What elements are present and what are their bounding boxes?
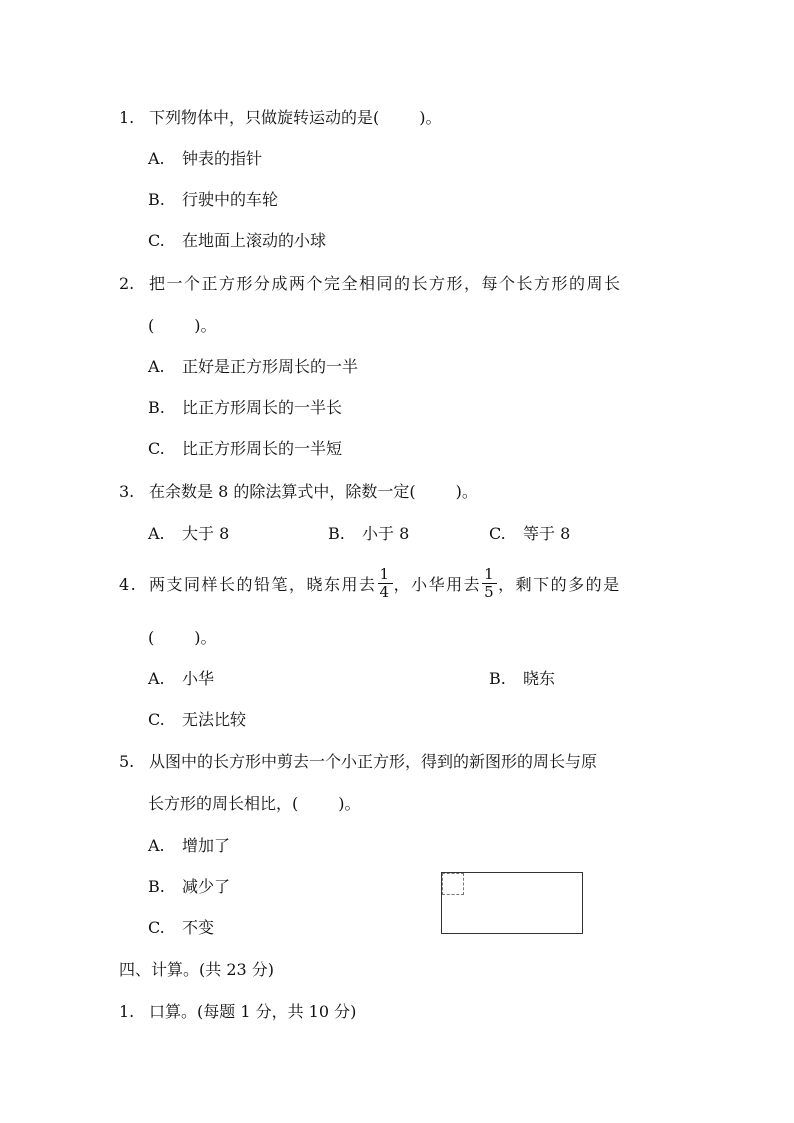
q2-answer-line: ( )。 bbox=[148, 316, 217, 335]
question-text: 口算。(每题 1 分，共 10 分) bbox=[149, 1002, 357, 1021]
fraction-one-quarter: $\frac{1}{4}$ bbox=[379, 565, 391, 601]
q4-option-c: C. 无法比较 bbox=[148, 710, 247, 729]
question-number: 5. bbox=[119, 752, 135, 771]
question-text: 下列物体中，只做旋转运动的是( bbox=[149, 108, 380, 127]
question-text: 在余数是 8 的除法算式中，除数一定( bbox=[149, 482, 416, 501]
q3-option-c: C. 等于 8 bbox=[489, 524, 571, 543]
question-number: 1. bbox=[119, 108, 135, 127]
q5-line-2: 长方形的周长相比，( )。 bbox=[148, 794, 361, 813]
q4-option-a: A. 小华 bbox=[148, 669, 215, 688]
rectangle-figure bbox=[441, 872, 583, 934]
q3-option-a: A. 大于 8 bbox=[148, 524, 230, 543]
q5-option-b: B. 减少了 bbox=[148, 877, 231, 896]
question-3 bbox=[119, 482, 478, 502]
q1-option-c: C. 在地面上滚动的小球 bbox=[148, 231, 327, 250]
question-close: )。 bbox=[455, 482, 478, 501]
question-number: 2. bbox=[119, 274, 135, 293]
question-4: 4. 两支同样长的铅笔，晓东用去 $\frac{1}{4}$ ，小华用去 $\frac{1}{5}$ ，剩下的多的是 bbox=[119, 565, 621, 601]
question-text: 两支同样长的铅笔，晓东用去 bbox=[149, 575, 377, 594]
question-1 bbox=[119, 108, 442, 128]
cut-square bbox=[442, 873, 464, 895]
question-number: 4. bbox=[119, 575, 138, 594]
q2-option-b: B. 比正方形周长的一半长 bbox=[148, 398, 343, 417]
fraction-one-fifth: $\frac{1}{5}$ bbox=[484, 565, 496, 601]
section-4-item-1 bbox=[119, 1002, 356, 1022]
question-5 bbox=[119, 752, 597, 772]
question-number: 3. bbox=[119, 482, 135, 501]
q3-option-b: B. 小于 8 bbox=[328, 524, 410, 543]
question-text: 把一个正方形分成两个完全相同的长方形，每个长方形的周长 bbox=[149, 274, 622, 293]
q4-answer-line: ( )。 bbox=[148, 628, 217, 647]
q5-option-c: C. 不变 bbox=[148, 918, 215, 937]
q1-option-b: B. 行驶中的车轮 bbox=[148, 190, 279, 209]
question-close: )。 bbox=[419, 108, 442, 127]
question-number: 1. bbox=[119, 1002, 135, 1021]
q5-option-a: A. 增加了 bbox=[148, 836, 231, 855]
section-4-title: 四、计算。(共 23 分) bbox=[119, 960, 275, 979]
q1-option-a: A. 钟表的指针 bbox=[148, 149, 263, 168]
question-text: 从图中的长方形中剪去一个小正方形，得到的新图形的周长与原 bbox=[149, 752, 598, 771]
question-2 bbox=[119, 274, 622, 294]
q2-option-c: C. 比正方形周长的一半短 bbox=[148, 439, 343, 458]
q4-option-b: B. 晓东 bbox=[489, 669, 556, 688]
q2-option-a: A. 正好是正方形周长的一半 bbox=[148, 357, 359, 376]
